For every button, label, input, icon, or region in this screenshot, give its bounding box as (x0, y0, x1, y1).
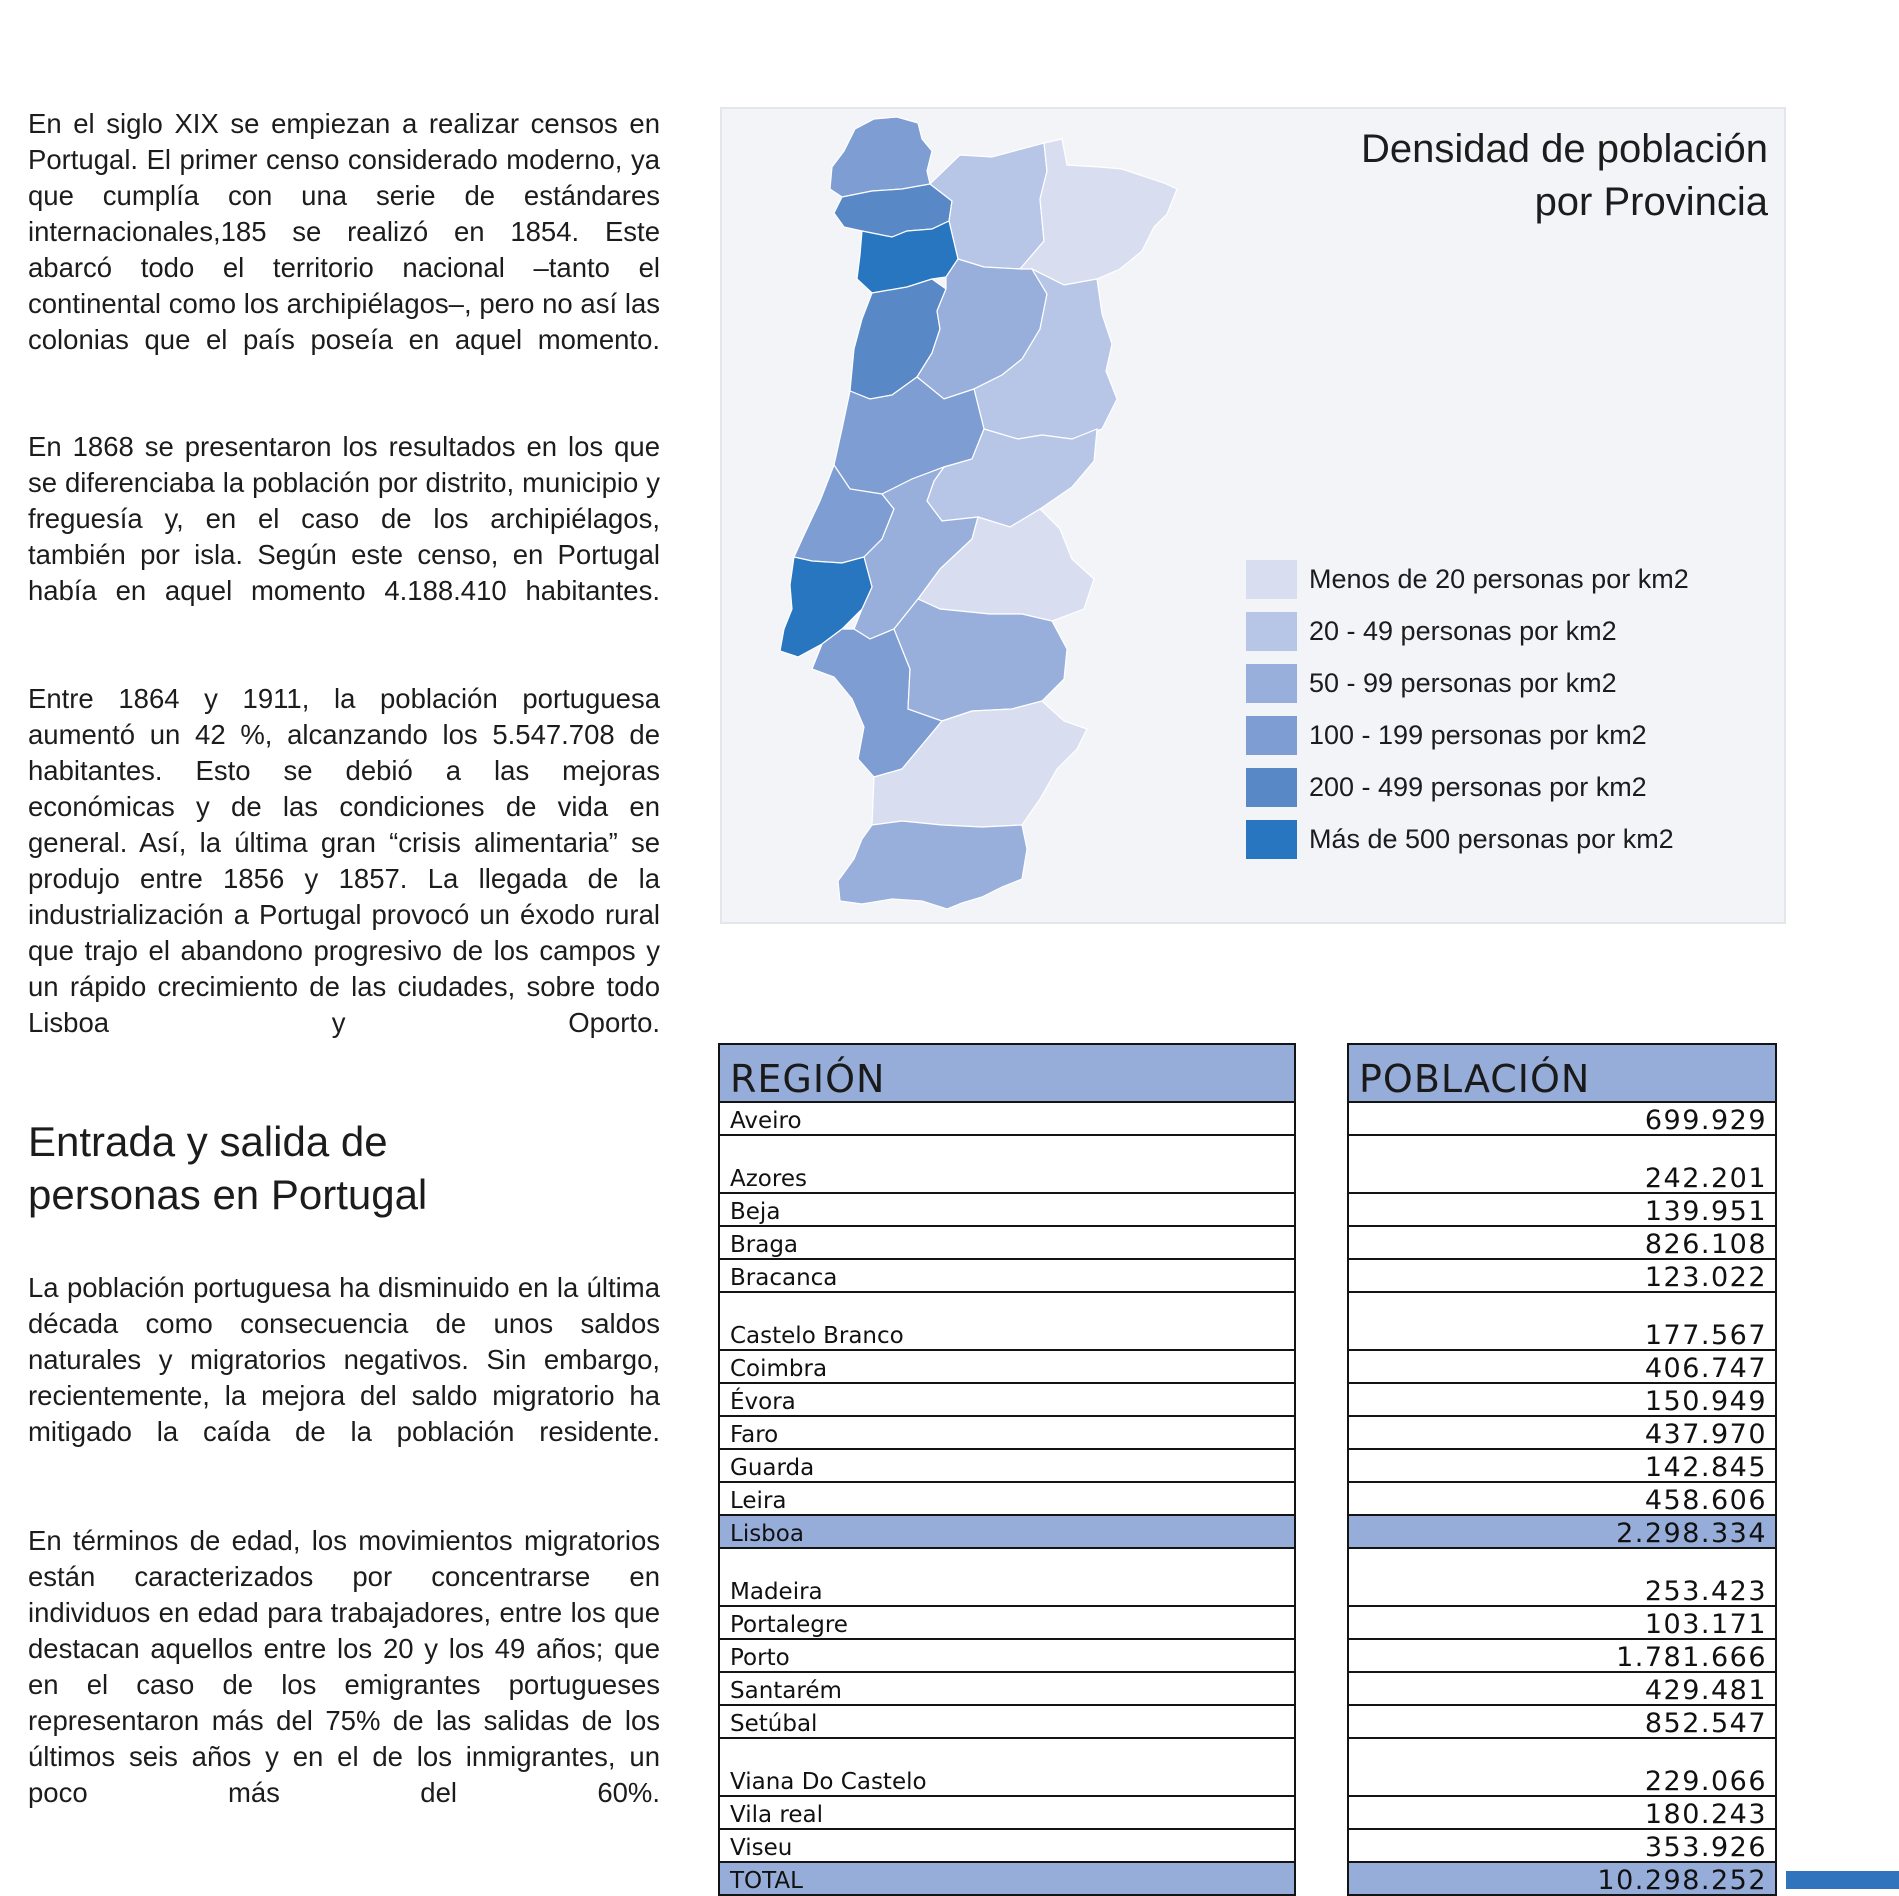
table-row (719, 1606, 1295, 1639)
table-row (719, 1738, 1295, 1796)
table-row (1348, 1416, 1776, 1449)
table-row (1348, 1639, 1776, 1672)
population-cell: 139.951 (1348, 1193, 1776, 1226)
total-label: TOTAL (719, 1862, 1295, 1895)
region-cell: Vila real (719, 1796, 1295, 1829)
table-row (719, 1672, 1295, 1705)
table-row (719, 1259, 1295, 1292)
table-row (1348, 1738, 1776, 1796)
map-title-line-2: por Provincia (1534, 180, 1768, 224)
region-cell: Guarda (719, 1449, 1295, 1482)
table-row (719, 1193, 1295, 1226)
table-row (1348, 1350, 1776, 1383)
region-cell: Lisboa (719, 1515, 1295, 1548)
table-row (1348, 1796, 1776, 1829)
table-row (719, 1829, 1295, 1862)
map-title (1361, 123, 1768, 229)
region-column-header: REGIÓN (719, 1044, 1295, 1102)
region-cell: Madeira (719, 1548, 1295, 1606)
legend-swatch (1246, 612, 1297, 651)
table-row (719, 1482, 1295, 1515)
region-cell: Castelo Branco (719, 1292, 1295, 1350)
population-cell: 406.747 (1348, 1350, 1776, 1383)
table-row (1348, 1383, 1776, 1416)
region-cell: Setúbal (719, 1705, 1295, 1738)
map-region-viana-do-castelo (830, 117, 932, 197)
region-cell: Portalegre (719, 1606, 1295, 1639)
table-row (1348, 1705, 1776, 1738)
population-cell: 429.481 (1348, 1672, 1776, 1705)
population-cell: 142.845 (1348, 1449, 1776, 1482)
table-row (1348, 1482, 1776, 1515)
region-cell: Leira (719, 1482, 1295, 1515)
table-row (719, 1796, 1295, 1829)
population-cell: 458.606 (1348, 1482, 1776, 1515)
table-row (1348, 1259, 1776, 1292)
table-row (719, 1226, 1295, 1259)
region-cell: Viseu (719, 1829, 1295, 1862)
density-map-panel (720, 107, 1786, 924)
total-row (719, 1862, 1295, 1895)
population-cell: 253.423 (1348, 1548, 1776, 1606)
map-title-line-1: Densidad de población (1361, 127, 1768, 171)
legend-item (1246, 663, 1617, 703)
table-row (1348, 1829, 1776, 1862)
legend-item (1246, 559, 1689, 599)
population-cell: 1.781.666 (1348, 1639, 1776, 1672)
legend-item (1246, 767, 1647, 807)
population-cell: 177.567 (1348, 1292, 1776, 1350)
legend-label: Más de 500 personas por km2 (1309, 823, 1674, 854)
section-heading (28, 1115, 648, 1221)
region-cell: Santarém (719, 1672, 1295, 1705)
region-table (718, 1043, 1296, 1896)
population-cell: 229.066 (1348, 1738, 1776, 1796)
table-row (719, 1639, 1295, 1672)
table-row (719, 1548, 1295, 1606)
migration-paragraph-1: La población portuguesa ha disminuido en la última década como consecuencia de unos saldos naturales y migratorios negativos. Sin embargo, recientemente, la mejora del saldo migratorio ha mitigado la caída de la población residente. (28, 1272, 660, 1447)
migration-paragraph-2: En términos de edad, los movimientos migratorios están caracterizados por concentrarse en individuos en edad para trabajadores, entre los que destacan aquellos entre los 20 y los 49 años; que en el caso de los emigrantes portugueses representaron más del 75% de las salidas de los últimos seis años y en el de los inmigrantes, un poco más del 60%. (28, 1525, 660, 1808)
intro-paragraph-3: Entre 1864 y 1911, la población portuguesa aumentó un 42 %, alcanzando los 5.547.708 de habitantes. Esto se debió a las mejoras económicas y de las condiciones de vida en general. Así, la última gran “crisis alimentaria” se produjo entre 1856 y 1857. La llegada de la industrialización a Portugal provocó un éxodo rural que trajo el abandono progresivo de los campos y un rápido crecimiento de las ciudades, sobre todo Lisboa y Oporto. (28, 683, 660, 1038)
legend-swatch (1246, 716, 1297, 755)
population-cell: 242.201 (1348, 1135, 1776, 1193)
intro-paragraph-1: En el siglo XIX se empiezan a realizar censos en Portugal. El primer censo considerado moderno, ya que cumplía con una serie de estándares internacionales,185 se realizó en 1854. Este abarcó todo el territorio nacional –tanto el continental como los archipiélagos–, pero no así las colonias que el país poseía en aquel momento. (28, 108, 660, 355)
region-cell: Évora (719, 1383, 1295, 1416)
legend-label: 20 - 49 personas por km2 (1309, 615, 1617, 646)
legend-swatch (1246, 820, 1297, 859)
population-cell: 180.243 (1348, 1796, 1776, 1829)
table-row (719, 1135, 1295, 1193)
population-cell: 2.298.334 (1348, 1515, 1776, 1548)
region-cell: Coimbra (719, 1350, 1295, 1383)
total-value: 10.298.252 (1348, 1862, 1776, 1895)
region-cell: Bracanca (719, 1259, 1295, 1292)
table-row (719, 1383, 1295, 1416)
table-row (1348, 1606, 1776, 1639)
population-cell: 103.171 (1348, 1606, 1776, 1639)
population-cell: 353.926 (1348, 1829, 1776, 1862)
region-cell: Azores (719, 1135, 1295, 1193)
region-cell: Braga (719, 1226, 1295, 1259)
population-cell: 437.970 (1348, 1416, 1776, 1449)
table-row (719, 1449, 1295, 1482)
table-row (1348, 1193, 1776, 1226)
region-cell: Viana Do Castelo (719, 1738, 1295, 1796)
legend-item (1246, 715, 1647, 755)
table-row (719, 1102, 1295, 1135)
population-cell: 123.022 (1348, 1259, 1776, 1292)
table-row (1348, 1226, 1776, 1259)
legend-label: Menos de 20 personas por km2 (1309, 563, 1689, 594)
table-row (719, 1292, 1295, 1350)
table-row (1348, 1515, 1776, 1548)
section-heading-line-1: Entrada y salida de (28, 1118, 388, 1165)
legend-label: 200 - 499 personas por km2 (1309, 771, 1647, 802)
legend-item (1246, 819, 1674, 859)
population-cell: 826.108 (1348, 1226, 1776, 1259)
intro-paragraph-2: En 1868 se presentaron los resultados en los que se diferenciaba la población por distrito, municipio y freguesía y, en el caso de los archipiélagos, también por isla. Según este censo, en Portugal había en aquel momento 4.188.410 habitantes. (28, 431, 660, 606)
legend-label: 100 - 199 personas por km2 (1309, 719, 1647, 750)
region-cell: Aveiro (719, 1102, 1295, 1135)
legend-swatch (1246, 560, 1297, 599)
legend-label: 50 - 99 personas por km2 (1309, 667, 1617, 698)
legend-swatch (1246, 664, 1297, 703)
table-row (1348, 1135, 1776, 1193)
table-row (1348, 1292, 1776, 1350)
table-row (1348, 1672, 1776, 1705)
table-row (1348, 1102, 1776, 1135)
population-cell: 699.929 (1348, 1102, 1776, 1135)
section-heading-line-2: personas en Portugal (28, 1171, 428, 1218)
table-row (1348, 1449, 1776, 1482)
table-row (719, 1416, 1295, 1449)
total-row (1348, 1862, 1776, 1895)
table-row (719, 1350, 1295, 1383)
legend-swatch (1246, 768, 1297, 807)
population-column-header: POBLACIÓN (1348, 1044, 1776, 1102)
population-cell: 852.547 (1348, 1705, 1776, 1738)
legend-item (1246, 611, 1617, 651)
table-row (1348, 1548, 1776, 1606)
region-cell: Porto (719, 1639, 1295, 1672)
population-table (1347, 1043, 1777, 1896)
map-region-faro (838, 821, 1027, 909)
region-cell: Beja (719, 1193, 1295, 1226)
table-row (719, 1705, 1295, 1738)
region-cell: Faro (719, 1416, 1295, 1449)
table-row (719, 1515, 1295, 1548)
population-cell: 150.949 (1348, 1383, 1776, 1416)
page-corner-accent (1786, 1871, 1899, 1889)
